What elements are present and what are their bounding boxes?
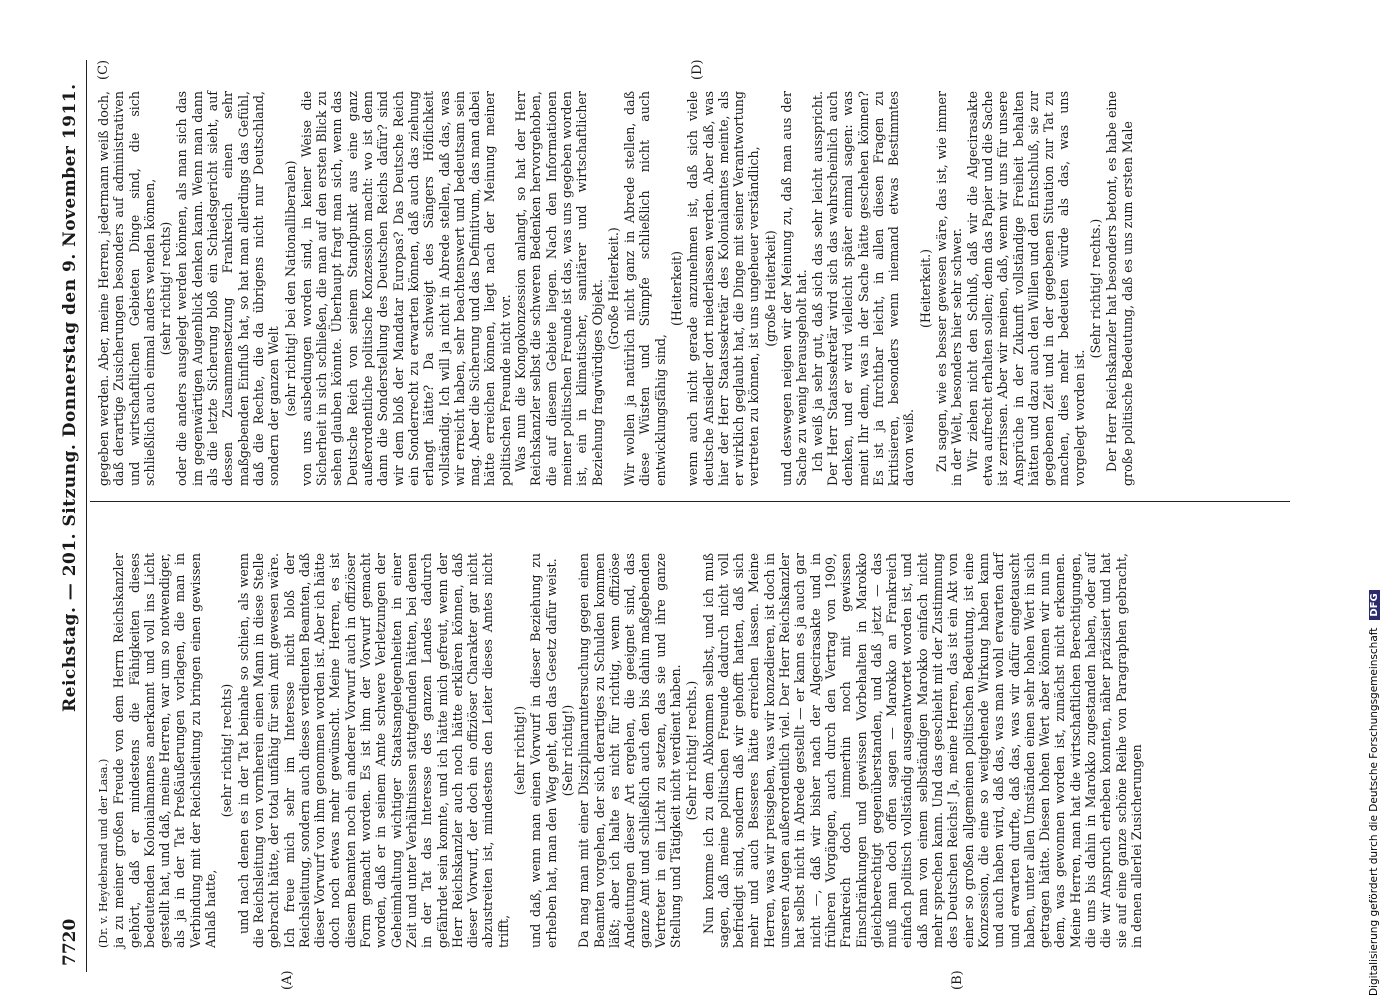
paragraph: Zu sagen, wie es besser gewesen wäre, das ist, wie immer in der Welt, besonders hier sehr schwer. [934, 91, 965, 486]
text-column-left [96, 553, 1144, 948]
interjection: (Sehr richtig! rechts.) [684, 680, 700, 821]
interjection: (sehr richtig!) [512, 705, 528, 796]
column-divider [90, 501, 1290, 502]
paragraph: Nun komme ich zu dem Abkommen selbst, und ich muß sagen, daß meine politischen Freunde dadurch nicht voll befriedigt sind, sondern daß wir gehofft hatten, daß sich mehr und auch Besseres hätte erreichen lassen. Meine Herren, was wir preisgeben, was wir konzedieren, ist doch in unseren Augen außerordentlich viel. Der Herr Reichskanzler hat selbst nicht in Abrede gestellt — er kann es ja auch gar nicht —, daß wir bisher nach der Algecirasakte und in früheren Vorgängen, auch durch den Vertrag von 1909, Frankreich doch immerhin noch mit gewissen Einschränkungen und gewissen Vorbehalten in Marokko gleichberechtigt gegenüberstanden, und daß jetzt — das muß man doch offen sagen — Marokko an Frankreich einfach politisch vollständig ausgeantwortet worden ist, und daß man von einem selbständigen Marokko einfach nicht mehr sprechen kann. Und das geschieht mit der Zustimmung des Deutschen Reichs! Ja, meine Herren, das ist ein Akt von einer so großen allgemeinen politischen Bedeutung, ist eine Konzession, die eine so weitgehende Wirkung haben kann und auch haben wird, daß das, was man wohl erwarten darf und erwarten durfte, daß das, was wir dafür eingetauscht haben, unter allen Umständen einen sehr hohen Wert in sich getragen hätte. Diesen hohen Wert aber können wir nun in dem, was gewonnen worden ist, zunächst nicht erkennen. Meine Herren, man hat die wirtschaftlichen Berechtigungen, die uns bis dahin in Marokko zugestanden haben, oder auf die wir Anspruch erheben konnten, näher präzisiert und hat sie auf eine ganze schöne Reihe von Paragraphen gebracht, in denen allerlei Zusicherungen [700, 553, 1144, 948]
dfg-logo: DFG [1369, 590, 1380, 619]
page-number: 7720 [60, 918, 80, 966]
interjection: (Sehr richtig!) [559, 704, 575, 797]
margin-marker-b: (B) [950, 970, 965, 990]
rotated-page [50, 59, 1310, 990]
paragraph: Da mag man mit einer Disziplinaruntersuchung gegen einen Beamten vorgehen, der sich derartiges zu Schulden kommen läßt; aber ich halte es nicht für richtig, wenn offiziöse Andeutungen dieser Art ergehen, die geeignet sind, das ganze Amt und schließlich auch den bis dahin maßgebenden Vertreter in ein Licht zu setzen, das sie und ihre ganze Stellung und Tätigkeit nicht verdient haben. [576, 553, 683, 948]
margin-marker-c: (C) [96, 59, 111, 80]
interjection: (Heiterkeit.) [917, 249, 933, 328]
paragraph: Wir ziehen nicht den Schluß, daß wir die Algecirasakte etwa aufrecht erhalten sollen; denn das Papier und die Sache ist zerrissen. Aber wir meinen, daß, wenn wir uns für unsere Ansprüche in der Zukunft vollständige Freiheit behalten hätten und dazu auch den Willen und den Entschluß, sie zur gegebenen Zeit und in der gegebenen Situation zur Tat zu machen, dies mehr bedeuten würde als das, was uns vorgelegt worden ist. [964, 91, 1087, 486]
margin-marker-d: (D) [690, 59, 705, 80]
paragraph: und daß, wenn man einen Vorwurf in dieser Beziehung zu erheben hat, man den Weg geht, den das Gesetz dafür weist. [528, 553, 559, 948]
interjection: (sehr richtig! rechts) [158, 221, 174, 356]
interjection: (sehr richtig! rechts) [219, 683, 235, 818]
paragraph: Der Herr Reichskanzler hat besonders betont, es habe eine große politische Bedeutung, daß es uns zum ersten Male [1104, 91, 1135, 486]
paragraph: Wir wollen ja natürlich nicht ganz in Abrede stellen, daß diese Wüsten und Sümpfe schließlich nicht auch entwicklungsfähig sind, [622, 91, 668, 486]
paragraph: gegeben werden. Aber, meine Herren, jedermann weiß doch, daß derartige Zusicherungen besonders auf administrativen und wirtschaftlichen Gebieten Dinge sind, die sich schließlich auch einmal anders wenden können, [96, 91, 157, 486]
paragraph: Was nun die Kongokonzession anlangt, so hat der Herr Reichskanzler selbst die schweren Bedenken hervorgehoben, die auf diesem Gebiete liegen. Nach den Informationen meiner politischen Freunde ist das, was uns gegeben worden ist, ein in klimatischer, sanitärer und wirtschaftlicher Beziehung fragwürdiges Objekt. [513, 91, 605, 486]
interjection: (Große Heiterkeit.) [605, 227, 621, 350]
header-rule [86, 60, 87, 972]
paragraph: und nach denen es in der Tat beinahe so schien, als wenn die Reichsleitung von vornherein einen Mann in diese Stelle gebracht hätte, der total unfähig für sein Amt gewesen wäre. Ich freue mich sehr im Interesse nicht bloß der Reichsleitung, sondern auch dieses verdienten Beamten, daß dieser Vorwurf von ihm genommen worden ist. Aber ich hätte doch noch etwas mehr gewünscht. Meine Herren, es ist diesem Beamten noch ein anderer Vorwurf auch in offiziöser Form gemacht worden. Es ist ihm der Vorwurf gemacht worden, daß er in seinem Amte schwere Verletzungen der Geheimhaltung wichtiger Staatsangelegenheiten in einer Zeit und unter Verhältnissen stattgefunden hätten, bei denen in der Tat das Interesse des ganzen Landes dadurch gefährdet sein konnte, und ich hätte mich gefreut, wenn der Herr Reichskanzler auch noch hätte erklären können, daß dieser Vorwurf, der doch ein offiziöser Charakter gar nicht abzustreiten ist, mindestens den Leiter dieses Amtes nicht trifft, [235, 553, 511, 948]
speaker-label: (Dr. v. Heydebrand und der Lasa.) [97, 758, 110, 948]
paragraph: ja zu meiner großen Freude von dem Herrn Reichskanzler gehört, daß er mindestens die Fähigkeiten dieses bedeutenden Kolonialmannes anerkannt und voll ins Licht gestellt hat, und daß, meine Herren, war um so notwendiger, als ja in der Tat Preßäußerungen vorlagen, die man in Verbindung mit der Reichsleitung zu bringen einen gewissen Anlaß hatte, [111, 553, 219, 948]
running-head: Reichstag. — 201. Sitzung. Donnerstag den 9. November 1911. [60, 83, 80, 712]
paragraph: oder die anders ausgelegt werden können, als man sich das im gegenwärtigen Augenblick denken kann. Wenn man dann als die letzte Sicherung bloß ein Schiedsgericht sieht, auf dessen Zusammensetzung Frankreich einen sehr maßgebenden Einfluß hat, so hat man allerdings das Gefühl, daß die Rechte, die da übrigens nicht nur Deutschland, sondern der ganzen Welt [174, 91, 282, 486]
text-column-right [96, 91, 1135, 486]
interjection: (sehr richtig! bei den Nationalliberalen) [282, 160, 298, 417]
credit-text: Digitalisierung gefördert durch die Deutsche Forschungsgemeinschaft [1368, 627, 1380, 996]
interjection: (Heiterkeit) [668, 251, 684, 326]
paragraph: Ich weiß ja sehr gut, daß sich das sehr leicht ausspricht. Der Herr Staatssekretär wird sich das wahrscheinlich auch denken, und er wird vielleicht später einmal sagen: was meint Ihr denn, was in der Sache hätte geschehen können? Es ist ja furchtbar leicht, in allen diesen Fragen zu kritisieren, besonders wenn niemand etwas Bestimmtes davon weiß. [809, 91, 917, 486]
interjection: (große Heiterkeit) [762, 230, 778, 347]
interjection: (Sehr richtig! rechts.) [1088, 218, 1103, 359]
paragraph: wenn auch nicht gerade anzunehmen ist, daß sich viele deutsche Ansiedler dort niederlassen werden. Aber daß, was hier der Herr Staatssekretär des Kolonialamtes meinte, als er wirklich geglaubt hat, die Dinge mit seiner Verantwortung vertreten zu können, ist uns ungeheuer verständlich, [685, 91, 762, 486]
page-header [56, 60, 86, 972]
paragraph: und deswegen neigen wir der Meinung zu, daß man aus der Sache zu wenig herausgeholt hat. [779, 91, 810, 486]
paragraph: von uns ausbedungen worden sind, in keiner Weise die Sicherheit in sich schließen, die man auf den ersten Blick zu sehen glauben könnte. Überhaupt fragt man sich, wenn das Deutsche Reich von seinem Standpunkt aus eine ganz außerordentliche politische Konzession macht: wo ist denn dann die Sonderstellung des Deutschen Reichs dafür? sind wir dem bloß der Mandatar Europas? Das Deutsche Reich ein Sonderrecht zu erwarten können, daß auch das ziehung erlangt hätte? Da schweigt des Sängers Höflichkeit vollständig. Ich will ja nicht in Abrede stellen, daß das, was wir erreicht haben, sehr beachtenswert und bedeutsam sein mag. Aber die Sicherung und das Definitivum, das man dabei hätte erreichen können, liegt nach der Meinung meiner politischen Freunde nicht vor. [298, 91, 513, 486]
margin-marker-a: (A) [280, 970, 295, 990]
digitization-credit [1368, 6, 1383, 996]
